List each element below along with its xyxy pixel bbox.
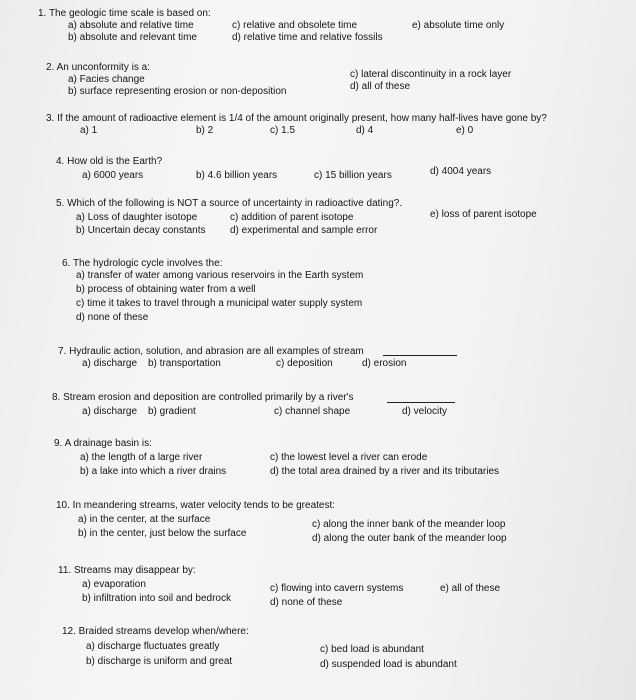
question-9-option-c: c) the lowest level a river can erode [270, 452, 428, 463]
question-4-stem: 4. How old is the Earth? [56, 156, 163, 167]
question-3-option-e: e) 0 [456, 125, 474, 136]
question-12-option-c: c) bed load is abundant [320, 644, 424, 655]
question-7-option-d: d) erosion [362, 358, 407, 369]
question-4-option-c: c) 15 billion years [314, 170, 392, 181]
question-2-option-d: d) all of these [350, 81, 411, 92]
question-6-option-d: d) none of these [76, 312, 149, 323]
question-12-option-a: a) discharge fluctuates greatly [86, 641, 220, 652]
question-5-option-d: d) experimental and sample error [230, 225, 378, 236]
question-1-option-d: d) relative time and relative fossils [232, 32, 383, 43]
question-5-option-b: b) Uncertain decay constants [76, 225, 206, 236]
question-2-stem: 2. An unconformity is a: [46, 62, 150, 73]
question-11-option-e: e) all of these [440, 583, 501, 594]
question-6-option-c: c) time it takes to travel through a municipal water supply system [76, 298, 363, 309]
question-8-option-a: a) discharge [82, 406, 138, 417]
question-7-option-a: a) discharge [82, 358, 138, 369]
question-8-answer-blank [387, 402, 455, 403]
question-8-option-b: b) gradient [148, 406, 196, 417]
question-10-option-d: d) along the outer bank of the meander loop [312, 533, 507, 544]
question-3-option-c: c) 1.5 [270, 125, 296, 136]
question-7-stem: 7. Hydraulic action, solution, and abrasion are all examples of stream [58, 346, 364, 357]
question-10-option-c: c) along the inner bank of the meander loop [312, 519, 506, 530]
question-7-answer-blank [383, 355, 457, 356]
question-9-stem: 9. A drainage basin is: [54, 438, 152, 449]
question-6-option-a: a) transfer of water among various reservoirs in the Earth system [76, 270, 364, 281]
question-8-option-d: d) velocity [402, 406, 448, 417]
question-2-option-a: a) Facies change [68, 74, 145, 85]
question-3-option-d: d) 4 [356, 125, 374, 136]
question-5-stem: 5. Which of the following is NOT a source of uncertainty in radioactive dating?. [56, 198, 403, 209]
question-12-stem: 12. Braided streams develop when/where: [62, 626, 249, 637]
question-11-option-d: d) none of these [270, 597, 343, 608]
question-11-option-b: b) infiltration into soil and bedrock [82, 593, 231, 604]
question-4-option-a: a) 6000 years [82, 170, 144, 181]
question-2-option-c: c) lateral discontinuity in a rock layer [350, 69, 512, 80]
question-12-option-d: d) suspended load is abundant [320, 659, 457, 670]
question-9-option-a: a) the length of a large river [80, 452, 203, 463]
question-9-option-d: d) the total area drained by a river and its tributaries [270, 466, 500, 477]
question-8-stem: 8. Stream erosion and deposition are controlled primarily by a river's [52, 392, 354, 403]
question-10-option-a: a) in the center, at the surface [78, 514, 211, 525]
question-9-option-b: b) a lake into which a river drains [80, 466, 227, 477]
question-3-option-a: a) 1 [80, 125, 98, 136]
question-6-stem: 6. The hydrologic cycle involves the: [62, 258, 223, 269]
question-1-stem: 1. The geologic time scale is based on: [38, 8, 211, 19]
question-11-option-c: c) flowing into cavern systems [270, 583, 404, 594]
question-6-option-b: b) process of obtaining water from a well [76, 284, 256, 295]
question-5-option-a: a) Loss of daughter isotope [76, 212, 198, 223]
question-3-stem: 3. If the amount of radioactive element is 1/4 of the amount originally present, how many half-lives have gone by? [46, 113, 547, 124]
question-5-option-c: c) addition of parent isotope [230, 212, 354, 223]
question-11-stem: 11. Streams may disappear by: [58, 565, 196, 576]
question-1-option-a: a) absolute and relative time [68, 20, 194, 31]
question-4-option-d: d) 4004 years [430, 166, 492, 177]
question-2-option-b: b) surface representing erosion or non-deposition [68, 86, 287, 97]
question-1-option-c: c) relative and obsolete time [232, 20, 358, 31]
question-12-option-b: b) discharge is uniform and great [86, 656, 233, 667]
question-1-option-e: e) absolute time only [412, 20, 505, 31]
question-5-option-e: e) loss of parent isotope [430, 209, 537, 220]
question-4-option-b: b) 4.6 billion years [196, 170, 278, 181]
question-1-option-b: b) absolute and relevant time [68, 32, 197, 43]
question-11-option-a: a) evaporation [82, 579, 146, 590]
question-3-option-b: b) 2 [196, 125, 214, 136]
question-10-stem: 10. In meandering streams, water velocity tends to be greatest: [56, 500, 336, 511]
question-7-option-b: b) transportation [148, 358, 221, 369]
question-10-option-b: b) in the center, just below the surface [78, 528, 247, 539]
question-8-option-c: c) channel shape [274, 406, 351, 417]
question-7-option-c: c) deposition [276, 358, 333, 369]
